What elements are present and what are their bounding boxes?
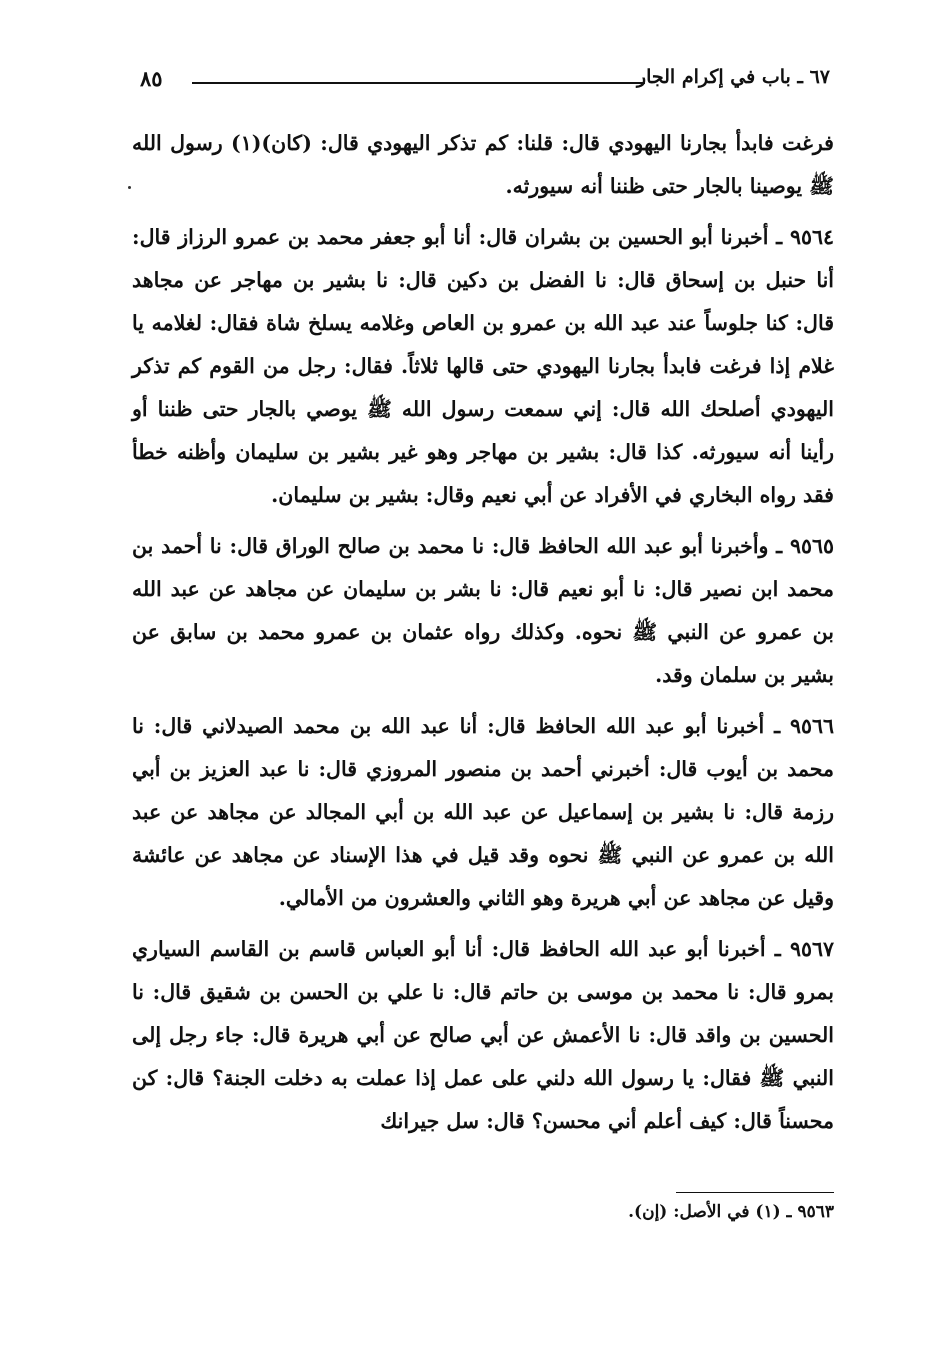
hadith-9566: ٩٥٦٦ ـ أخبرنا أبو عبد الله الحافظ قال: أنا عبد الله بن محمد الصيدلاني قال: نا محمد بن أيوب قال: أخبرني أحمد بن منصور المروزي قال: نا عبد العزيز بن أبي رزمة قال: نا بشير بن إسماعيل عن عبد الله بن أبي المجالد عن مجاهد عن عبد الله بن عمرو عن النبي ﷺ نحوه وقد قيل في هذا الإسناد عن مجاهد عن عائشة وقيل عن مجاهد عن أبي هريرة وهو الثاني والعشرون من الأمالي. xyxy=(132,714,834,910)
hadith-9564: ٩٥٦٤ ـ أخبرنا أبو الحسين بن بشران قال: أنا أبو جعفر محمد بن عمرو الرزاز قال: أنا حنبل بن إسحاق قال: نا الفضل بن دكين قال: نا بشير بن مهاجر عن مجاهد قال: كنا جلوساً عند عبد الله بن عمرو بن العاص وغلامه يسلخ شاة فقال: لغلامه يا غلام إذا فرغت فابدأ بجارنا اليهودي حتى قالها ثلاثاً. فقال: رجل من القوم كم تذكر اليهودي أصلحك الله قال: إني سمعت رسول الله ﷺ يوصي بالجار حتى ظننا أو رأينا أنه سيورثه. كذا قال: بشير بن مهاجر وهو غير بشير بن سليمان وأظنه خطأ فقد رواه البخاري في الأفراد عن أبي نعيم وقال: بشير بن سليمان. xyxy=(132,225,834,507)
footnote-rule xyxy=(676,1192,834,1193)
paragraph-continuation: فرغت فابدأ بجارنا اليهودي قال: قلنا: كم تذكر اليهودي قال: (كان)(١) رسول الله ﷺ يوصينا بالجار حتى ظننا أنه سيورثه. xyxy=(132,131,834,198)
footnote: ٩٥٦٣ ـ (١) في الأصل: (إن). xyxy=(628,1202,834,1222)
header-rule xyxy=(192,82,645,84)
scan-speck xyxy=(128,186,131,189)
hadith-9565: ٩٥٦٥ ـ وأخبرنا أبو عبد الله الحافظ قال: نا محمد بن صالح الوراق قال: نا أحمد بن محمد ابن نصير قال: نا أبو نعيم قال: نا بشر بن سليمان عن مجاهد عن عبد الله بن عمرو عن النبي ﷺ نحوه. وكذلك رواه عثمان بن عمرو محمد بن سابق عن بشير بن سلمان وقد. xyxy=(132,534,834,687)
main-text xyxy=(132,122,834,1143)
chapter-title: ٦٧ ـ باب في إكرام الجار xyxy=(636,66,830,88)
page-number: ٨٥ xyxy=(140,66,163,91)
running-header xyxy=(140,66,830,100)
hadith-9567: ٩٥٦٧ ـ أخبرنا أبو عبد الله الحافظ قال: أنا أبو العباس قاسم بن القاسم السياري بمرو قال: نا محمد بن موسى بن حاتم قال: نا علي بن الحسن بن شقيق قال: نا الحسين بن واقد قال: نا الأعمش عن أبي صالح عن أبي هريرة قال: جاء رجل إلى النبي ﷺ فقال: يا رسول الله دلني على عمل إذا عملت به دخلت الجنة؟ قال: كن محسناً قال: كيف أعلم أني محسن؟ قال: سل جيرانك xyxy=(132,937,834,1133)
